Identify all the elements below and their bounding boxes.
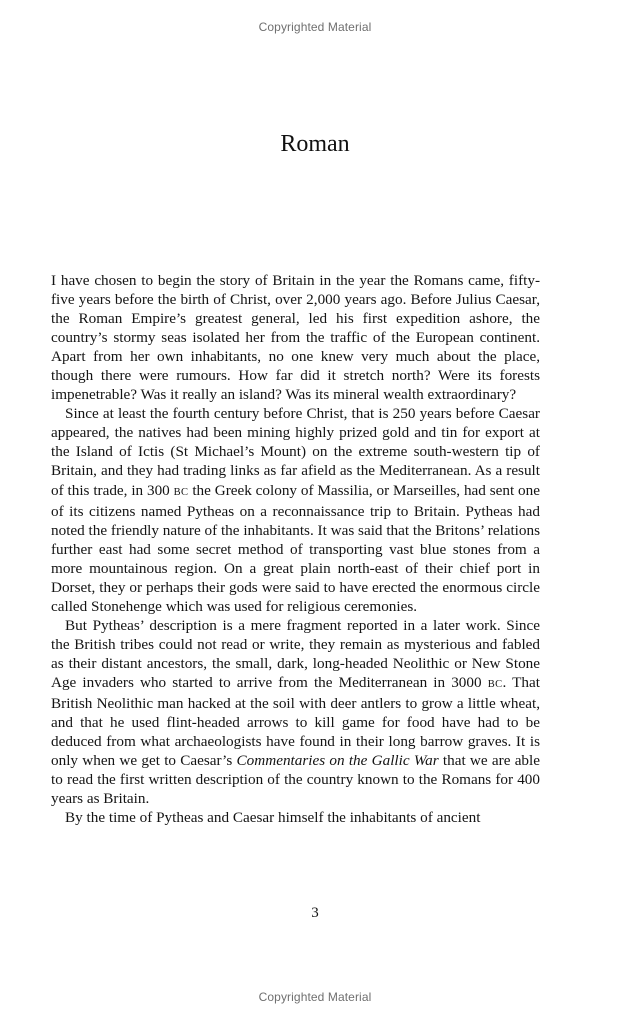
copyright-watermark-top: Copyrighted Material: [258, 20, 372, 34]
paragraph-2-text-a: Since at least the fourth century before Christ, that is 250 years before Caesar appeared, the natives had been mining highly prized gold and tin for export at the Island of Ictis (St Michael’s Mount) on the extreme south-western tip of Britain, and they had trading links as far afield as the Mediterranean. As a result of this trade, in 300: [51, 405, 540, 499]
era-abbreviation: BC: [173, 486, 189, 498]
work-title: Commentaries on the Gallic War: [236, 752, 439, 770]
body-text: [51, 271, 540, 827]
paragraph-4: By the time of Pytheas and Caesar himself the inhabitants of ancient: [65, 809, 481, 827]
chapter-title: Roman: [280, 131, 350, 157]
paragraph-3-text-b: . That British Neolithic man hacked at the soil with deer antlers to grow a little wheat, and that he used flint-headed arrows to kill game for food have had to be deduced from what archaeologists have found in their long barrow graves. It is only when we get to Caesar’s: [51, 673, 540, 770]
paragraph-3: [51, 616, 540, 808]
paragraph-3-text-c: that we are able to read the first written description of the country known to the Romans for 400 years as Britain.: [51, 752, 540, 808]
copyright-watermark-bottom: Copyrighted Material: [258, 990, 372, 1004]
paragraph-1: I have chosen to begin the story of Britain in the year the Romans came, fifty-five years before the birth of Christ, over 2,000 years ago. Before Julius Caesar, the Roman Empire’s greatest general, led his first expedition ashore, the country’s stormy seas isolated her from the traffic of the European continent. Apart from her own inhabitants, no one knew very much about the place, though there were rumours. How far did it stretch north? Were its forests impenetrable? Was it really an island? Was its mineral wealth extraordinary?: [51, 272, 540, 404]
paragraph-3-text-a: But Pytheas’ description is a mere fragment reported in a later work. Since the British tribes could not read or write, they remain as mysterious and fabled as their distant ancestors, the small, dark, long-headed Neolithic or New Stone Age invaders who started to arrive from the Mediterranean in 3000: [51, 616, 540, 691]
page-number: 3: [311, 905, 319, 921]
paragraph-2-text-b: the Greek colony of Massilia, or Marseilles, had sent one of its citizens named Pytheas on a reconnaissance trip to Britain. Pytheas had noted the friendly nature of the inhabitants. It was said that the Britons’ relations further east had some secret method of transporting vast blue stones from a more mountainous region. On a great plain north-east of their chief port in Dorset, they or perhaps their gods were said to have erected the enormous circle called Stonehenge which was used for religious ceremonies.: [51, 481, 540, 615]
paragraph-2: [51, 404, 540, 616]
era-abbreviation: BC: [487, 678, 503, 690]
